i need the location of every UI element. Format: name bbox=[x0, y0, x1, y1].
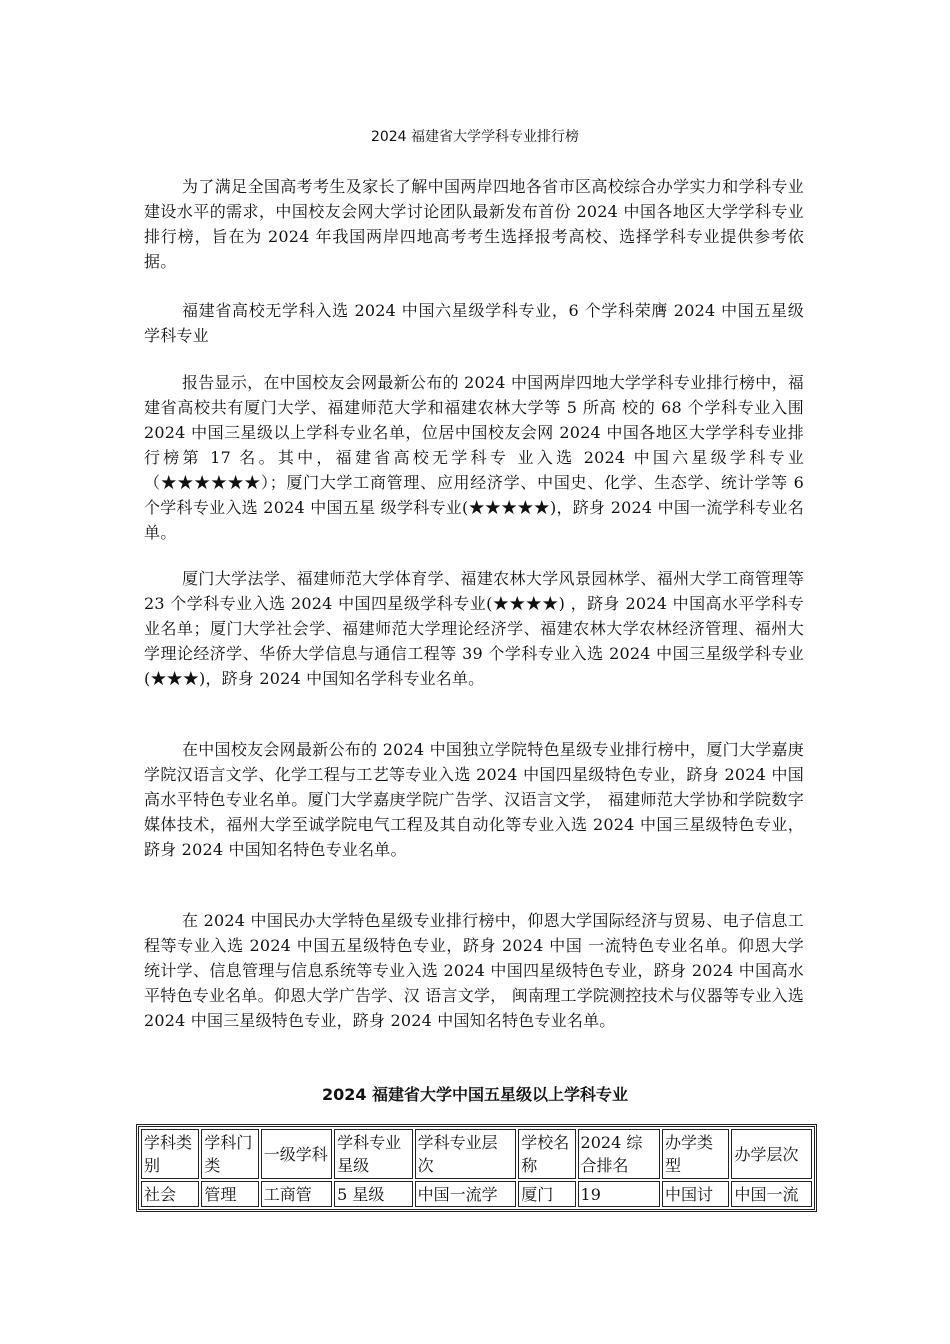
table-cell: 中国一流 bbox=[731, 1181, 812, 1207]
table-cell: 工商管 bbox=[261, 1181, 332, 1207]
table-cell: 19 bbox=[578, 1181, 661, 1207]
table-cell: 厦门 bbox=[518, 1181, 575, 1207]
header-discipline-tier: 学科专业层次 bbox=[415, 1129, 517, 1179]
table-cell: 5 星级 bbox=[334, 1181, 412, 1207]
summary-paragraph: 福建省高校无学科入选 2024 中国六星级学科专业，6 个学科荣膺 2024 中国五星级学科专业 bbox=[144, 301, 804, 345]
header-overall-rank: 2024 综合排名 bbox=[578, 1129, 661, 1179]
table-cell: 中国讨 bbox=[662, 1181, 729, 1207]
table-row bbox=[141, 1181, 812, 1207]
private-university-paragraph: 在 2024 中国民办大学特色星级专业排行榜中，仰恩大学国际经济与贸易、电子信息工程等专业入选 2024 中国五星级特色专业，跻身 2024 中国 一流特色专业名单。仰恩大学统计学、信息管理与信息系统等专业入选 2024 中国四星级特色专业，跻身 2024 中国高水平特色专业名单。仰恩大学广告学、汉 语言文学， 闽南理工学院测控技术与仪器等专业入选 2024 中国三星级特色专业，跻身 2024 中国知名特色专业名单。 bbox=[144, 911, 804, 1030]
table-title: 2024 福建省大学中国五星级以上学科专业 bbox=[321, 1085, 629, 1104]
header-discipline-category: 学科类别 bbox=[141, 1129, 199, 1179]
table-cell: 中国一流学 bbox=[415, 1181, 517, 1207]
table-cell: 社会 bbox=[141, 1181, 199, 1207]
header-discipline-field: 学科门类 bbox=[201, 1129, 258, 1179]
header-school-name: 学校名称 bbox=[518, 1129, 575, 1179]
header-first-level-discipline: 一级学科 bbox=[261, 1129, 332, 1179]
independent-college-paragraph: 在中国校友会网最新公布的 2024 中国独立学院特色星级专业排行榜中，厦门大学嘉庚学院汉语言文学、化学工程与工艺等专业入选 2024 中国四星级特色专业，跻身 2024 中国高水平特色专业名单。厦门大学嘉庚学院广告学、汉语言文学， 福建师范大学协和学院数字媒体技术，福州大学至诚学院电气工程及其自动化等专业入选 2024 中国三星级特色专业，跻身 2024 中国知名特色专业名单。 bbox=[144, 740, 804, 859]
four-star-paragraph: 厦门大学法学、福建师范大学体育学、福建农林大学风景园林学、福州大学工商管理等 23 个学科专业入选 2024 中国四星级学科专业(★★★★) ，跻身 2024 中国高水平学科专业名单；厦门大学社会学、福建师范大学理论经济学、福建农林大学农林经济管理、福州大学理论经济学、华侨大学信息与通信工程等 39 个学科专业入选 2024 中国三星级学科专业(★★★)，跻身 2024 中国知名学科专业名单。 bbox=[144, 569, 804, 688]
intro-paragraph: 为了满足全国高考考生及家长了解中国两岸四地各省市区高校综合办学实力和学科专业建设水平的需求，中国校友会网大学讨论团队最新发布首份 2024 中国各地区大学学科专业排行榜，旨在为 2024 年我国两岸四地高考考生选择报考高校、选择学科专业提供参考依据。 bbox=[144, 177, 804, 271]
table-cell: 管理 bbox=[201, 1181, 258, 1207]
header-school-type: 办学类型 bbox=[662, 1129, 729, 1179]
report-paragraph: 报告显示，在中国校友会网最新公布的 2024 中国两岸四地大学学科专业排行榜中，福建省高校共有厦门大学、福建师范大学和福建农林大学等 5 所高 校的 68 个学科专业入围 2024 中国三星级以上学科专业名单，位居中国校友会网 2024 中国各地区大学学科专业排行榜第 17 名。其中，福建省高校无学科专 业入选 2024 中国六星级学科专业 （★★★★★★）；厦门大学工商管理、应用经济学、中国史、化学、生态学、统计学等 6 个学科专业入选 2024 中国五星 级学科专业(★★★★★)，跻身 2024 中国一流学科专业名单。 bbox=[144, 373, 804, 542]
table-header-row bbox=[141, 1129, 812, 1179]
ranking-table bbox=[136, 1124, 817, 1212]
document-title: 2024 福建省大学学科专业排行榜 bbox=[370, 129, 580, 145]
header-star-level: 学科专业星级 bbox=[334, 1129, 412, 1179]
header-school-level: 办学层次 bbox=[731, 1129, 812, 1179]
